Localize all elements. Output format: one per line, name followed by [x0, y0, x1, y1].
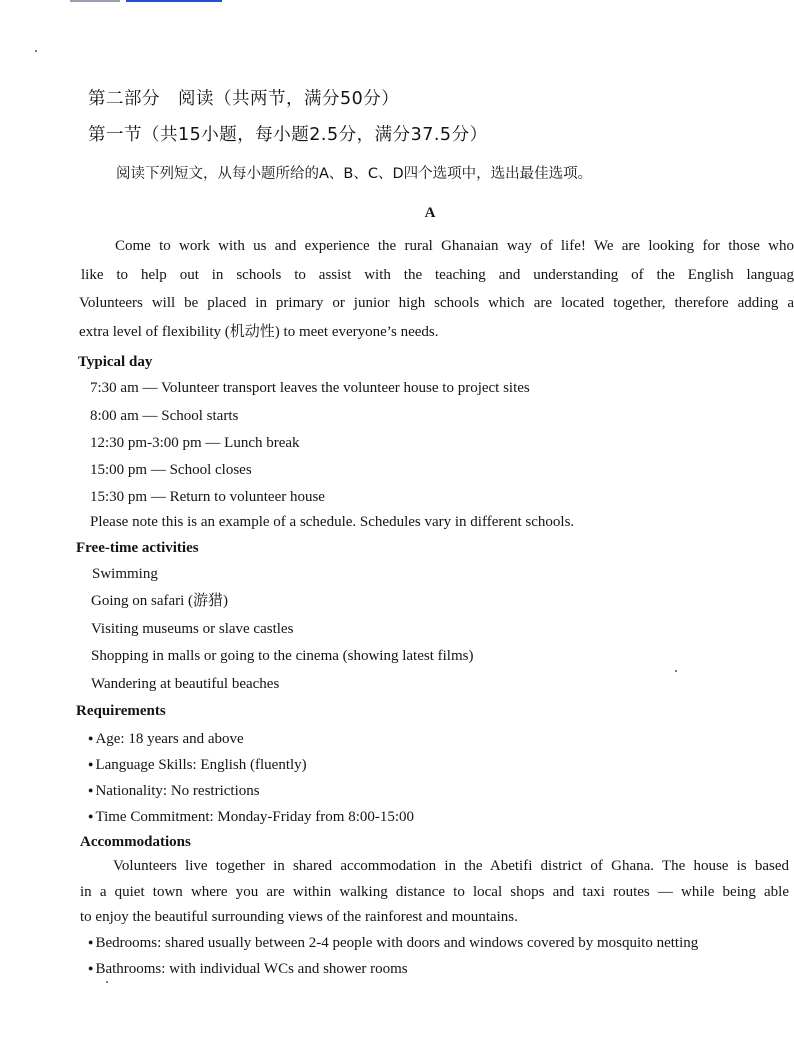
requirement-item: ● Nationality: No restrictions — [88, 780, 260, 801]
section-title: 第二部分 阅读（共两节，满分50分） — [88, 89, 400, 109]
accommodation-item: ● Bathrooms: with individual WCs and shower rooms — [88, 958, 408, 979]
schedule-item: 15:30 pm — Return to volunteer house — [90, 489, 325, 505]
subsection-title: 第一节（共15小题，每小题2.5分，满分37.5分） — [88, 125, 488, 145]
scan-speck — [106, 981, 108, 983]
accommodation-line: in a quiet town where you are within walking distance to local shops and taxi routes — while being able — [80, 884, 789, 900]
passage-label: A — [424, 205, 436, 221]
scan-speck — [675, 670, 677, 672]
activity-item: Swimming — [92, 566, 158, 582]
schedule-item: 15:00 pm — School closes — [90, 462, 252, 478]
requirements-heading: Requirements — [76, 703, 166, 719]
scan-edge-mark — [70, 0, 120, 2]
requirement-item: ● Time Commitment: Monday-Friday from 8:00-15:00 — [88, 806, 414, 827]
requirement-item: ● Language Skills: English (fluently) — [88, 754, 307, 775]
activity-item: Shopping in malls or going to the cinema (showing latest films) — [91, 648, 474, 664]
schedule-item: 8:00 am — School starts — [90, 408, 239, 424]
typical-day-heading: Typical day — [78, 354, 153, 370]
accommodation-line: to enjoy the beautiful surrounding views of the rainforest and mountains. — [80, 909, 518, 925]
schedule-item: 12:30 pm-3:00 pm — Lunch break — [90, 435, 300, 451]
schedule-item: 7:30 am — Volunteer transport leaves the volunteer house to project sites — [90, 380, 530, 396]
intro-line: extra level of flexibility (机动性) to meet everyone’s needs. — [79, 324, 439, 340]
accommodations-heading: Accommodations — [80, 834, 191, 850]
requirement-item: ● Age: 18 years and above — [88, 728, 244, 749]
intro-line: Come to work with us and experience the rural Ghanaian way of life! We are looking for those who — [115, 238, 794, 254]
activity-item: Wandering at beautiful beaches — [91, 676, 280, 692]
accommodation-item: ● Bedrooms: shared usually between 2-4 people with doors and windows covered by mosquito netting — [88, 932, 698, 953]
activity-item: Going on safari (游猎) — [91, 593, 229, 609]
schedule-note: Please note this is an example of a schedule. Schedules vary in different schools. — [90, 514, 575, 530]
intro-line: like to help out in schools to assist with the teaching and understanding of the English languag — [81, 267, 794, 283]
scan-edge-mark — [126, 0, 222, 2]
scan-speck — [35, 50, 37, 52]
activity-item: Visiting museums or slave castles — [91, 621, 294, 637]
instructions: 阅读下列短文，从每小题所给的A、B、C、D四个选项中，选出最佳选项。 — [116, 166, 593, 182]
accommodation-line: Volunteers live together in shared accommodation in the Abetifi district of Ghana. The house is based — [113, 858, 789, 874]
free-time-heading: Free-time activities — [76, 540, 199, 556]
intro-line: Volunteers will be placed in primary or junior high schools which are located together, therefore adding a — [79, 295, 794, 311]
